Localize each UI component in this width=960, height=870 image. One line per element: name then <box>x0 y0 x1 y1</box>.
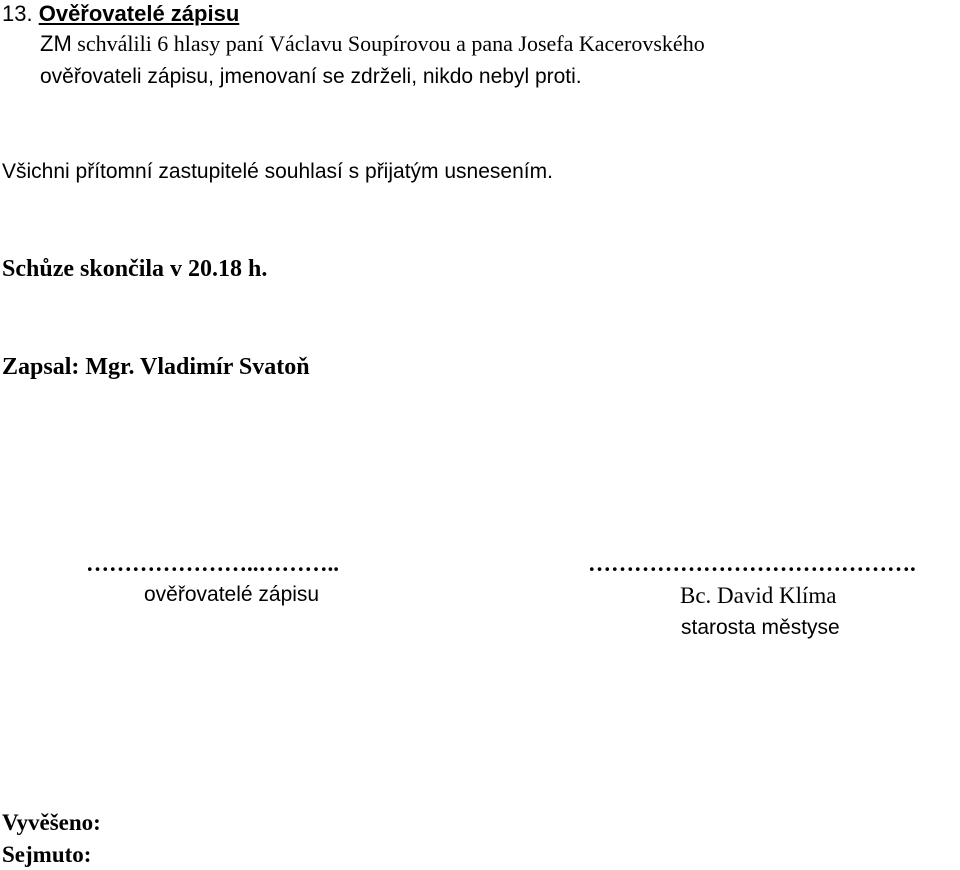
meeting-end-text: Schůze skončila v 20.18 h. <box>2 256 268 282</box>
approval-prefix: ZM <box>40 31 72 56</box>
removed-label: Sejmuto: <box>2 842 92 867</box>
approval-line-1 <box>40 33 705 55</box>
section-number: 13. <box>2 1 33 26</box>
signature-right-role: starosta městyse <box>681 616 840 639</box>
signature-right-name: Bc. David Klíma <box>680 583 837 608</box>
approval-text: schválili 6 hlasy paní <box>77 31 264 56</box>
signature-right-dots: ……………………………………. <box>588 551 916 576</box>
consent-text: Všichni přítomní zastupitelé souhlasí s přijatým usnesením. <box>2 160 553 183</box>
approval-line2-prefix: ověřovateli <box>40 65 142 88</box>
section-heading <box>2 3 239 25</box>
posted-label: Vyvěšeno: <box>2 810 101 835</box>
approval-names: Václavu Soupírovou a pana Josefa Kacerovského <box>269 31 705 56</box>
signature-left-dots: …………………..……….. <box>86 551 339 576</box>
approval-line-2 <box>40 66 582 87</box>
recorded-by-text: Zapsal: Mgr. Vladimír Svatoň <box>2 354 310 380</box>
approval-line2-rest: zápisu, jmenovaní se zdrželi, nikdo nebyl proti. <box>147 65 582 88</box>
signature-left-label: ověřovatelé zápisu <box>144 583 320 606</box>
section-title: Ověřovatelé zápisu <box>38 1 240 26</box>
